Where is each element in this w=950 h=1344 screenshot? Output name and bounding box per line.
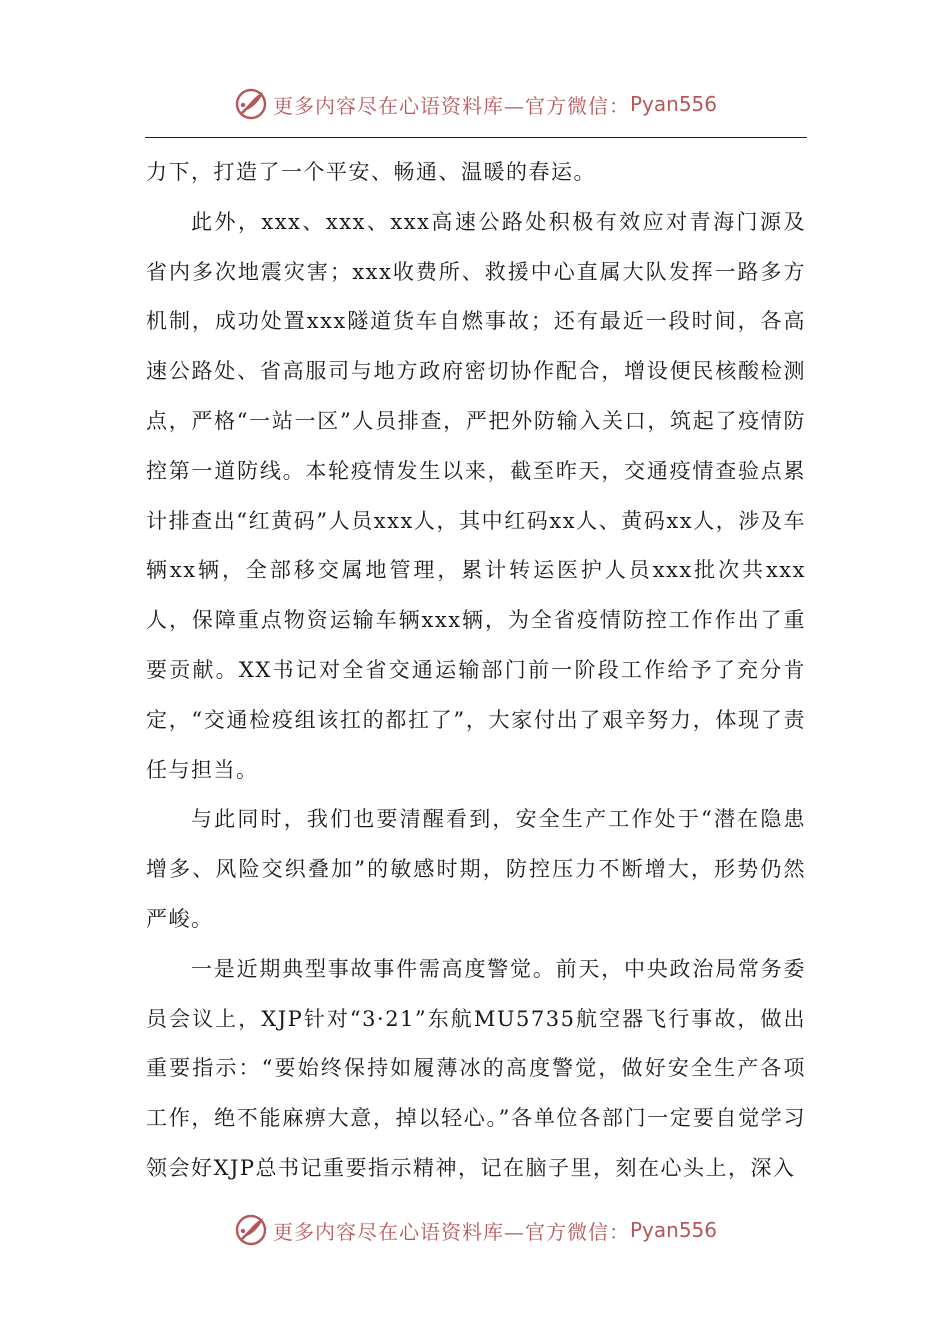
document-body <box>146 148 806 1194</box>
header-divider <box>145 137 807 138</box>
footer-banner <box>0 1210 950 1250</box>
paragraph: 此外，xxx、xxx、xxx高速公路处积极有效应对青海门源及省内多次地震灾害；xxx收费所、救援中心直属大队发挥一路多方机制，成功处置xxx隧道货车自燃事故；还有最近一段时间，各高速公路处、省高服司与地方政府密切协作配合，增设便民核酸检测点，严格“一站一区”人员排查，严把外防输入关口，筑起了疫情防控第一道防线。本轮疫情发生以来，截至昨天，交通疫情查验点累计排查出“红黄码”人员xxx人，其中红码xx人、黄码xx人，涉及车辆xx辆，全部移交属地管理，累计转运医护人员xxx批次共xxx人，保障重点物资运输车辆xxx辆，为全省疫情防控工作作出了重要贡献。XX书记对全省交通运输部门前一阶段工作给予了充分肯定，“交通检疫组该扛的都扛了”，大家付出了艰辛努力，体现了责任与担当。 <box>146 209 806 782</box>
quill-pen-icon <box>233 1212 269 1248</box>
footer-banner-text: 更多内容尽在心语资料库—官方微信： <box>272 1219 630 1244</box>
header-banner <box>0 84 950 124</box>
footer-wechat-id: Pyan556 <box>629 1218 717 1242</box>
header-wechat-id: Pyan556 <box>629 92 717 116</box>
paragraph: 与此同时，我们也要清醒看到，安全生产工作处于“潜在隐患增多、风险交织叠加”的敏感时期，防控压力不断增大，形势仍然严峻。 <box>146 807 806 931</box>
quill-pen-icon <box>233 86 269 122</box>
paragraph: 力下，打造了一个平安、畅通、温暖的春运。 <box>146 160 596 184</box>
header-banner-text: 更多内容尽在心语资料库—官方微信： <box>272 93 630 118</box>
paragraph: 一是近期典型事故事件需高度警觉。前天，中央政治局常务委员会议上，XJP针对“3·21”东航MU5735航空器飞行事故，做出重要指示：“要始终保持如履薄冰的高度警觉，做好安全生产各项工作，绝不能麻痹大意，掉以轻心。”各单位各部门一定要自觉学习领会好XJP总书记重要指示精神，记在脑子里，刻在心头上，深入 <box>146 956 806 1180</box>
